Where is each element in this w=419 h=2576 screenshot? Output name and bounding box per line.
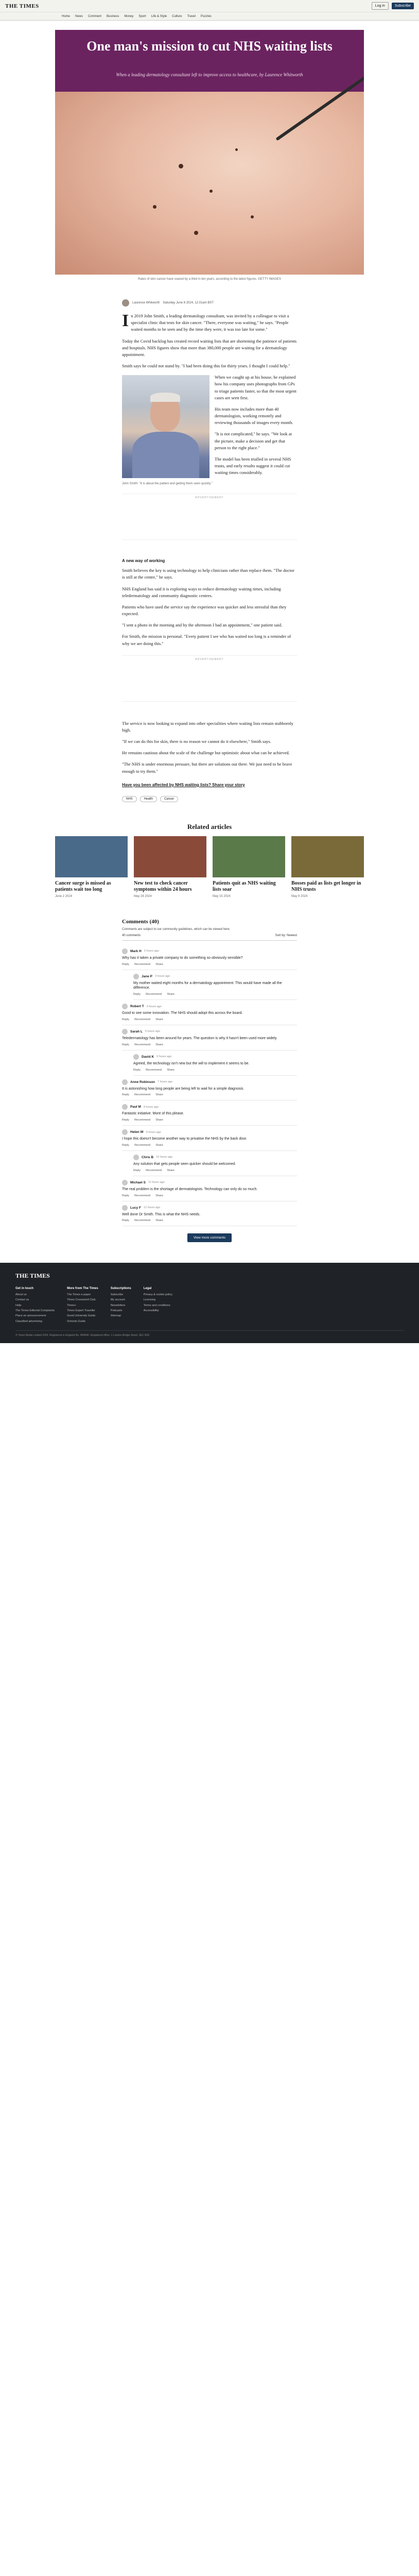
comment-reply-button[interactable]: Reply [122, 1018, 130, 1021]
comment-time: 8 hours ago [143, 1105, 159, 1109]
comment-actions [122, 1043, 297, 1046]
commenter-name[interactable]: Helen W [130, 1130, 144, 1134]
comment-header [122, 1104, 297, 1110]
top-bar [0, 0, 419, 12]
comment-header [122, 948, 297, 954]
article-paragraph: Today the Covid backlog has created record waiting lists that are shortening the patience of patients and hospitals. NHS figures show that more than 380,000 people are waiting for a dermatology appointment. [122, 338, 297, 357]
comment-actions [133, 993, 297, 996]
site-logo[interactable]: THE TIMES [5, 3, 39, 9]
comment-share-button[interactable]: Share [155, 1018, 163, 1021]
comment-time: 5 hours ago [145, 1030, 160, 1033]
comment-header [122, 1205, 297, 1211]
footer-link[interactable]: Subscribe [110, 1293, 124, 1296]
comment-actions [122, 1018, 297, 1021]
comment-time: 4 hours ago [146, 1005, 162, 1008]
commenter-name[interactable]: Sarah L [130, 1029, 143, 1033]
drop-cap: I [122, 311, 129, 330]
comment-recommend-button[interactable]: Recommend [134, 1143, 151, 1147]
comment [133, 970, 297, 1001]
commenter-name[interactable]: Mark H [130, 949, 142, 953]
footer-column-title: More from The Times [67, 1287, 98, 1291]
related-article-thumbnail[interactable] [213, 836, 285, 877]
footer-link[interactable]: Sitemap [110, 1314, 121, 1318]
comment [122, 1076, 297, 1101]
comment-recommend-button[interactable]: Recommend [134, 1118, 151, 1122]
commenter-avatar [122, 1205, 128, 1211]
nav-item-travel[interactable]: Travel [187, 14, 196, 18]
comment-time: 11 hours ago [148, 1181, 165, 1184]
article-paragraph: "It is not complicated," he says. "We look at the picture, make a decision and get that person to the right place." [215, 431, 292, 450]
commenter-avatar [133, 1054, 139, 1060]
login-button[interactable]: Log in [372, 2, 389, 10]
related-article-card[interactable] [213, 836, 285, 898]
comment-reply-button[interactable]: Reply [122, 1118, 130, 1122]
section-nav [0, 12, 419, 21]
comment-header [122, 1029, 297, 1035]
comment [122, 1126, 297, 1151]
comments-count: 40 comments [122, 934, 141, 937]
footer-link[interactable]: Place an announcement [15, 1314, 46, 1318]
footer-column [15, 1286, 55, 1324]
article-paragraph: "I sent a photo in the morning and by the afternoon I had an appointment," one patient said. [122, 622, 283, 628]
comment-recommend-button[interactable]: Recommend [134, 962, 151, 966]
comment-text: Teledermatology has been around for years. The question is why it hasn't been used more widely. [122, 1036, 277, 1040]
related-article-date: May 15 2024 [213, 894, 231, 898]
comment-actions [122, 1219, 297, 1222]
article-paragraph: Smith says he could not stand by. "I had been doing this for thirty years. I thought I could help." [122, 363, 290, 369]
related-article-date: June 2 2024 [55, 894, 73, 898]
photo-caption: John Smith: "It is about the patient and getting them seen quickly." [122, 482, 213, 486]
comment-reply-button[interactable]: Reply [122, 1143, 130, 1147]
comments-section [122, 919, 297, 1243]
comment-text: Any solution that gets people seen quicker should be welcomed. [133, 1162, 236, 1166]
comment-text: Why has it taken a private company to do something so obviously sensible? [122, 956, 243, 960]
comment-header [122, 1180, 297, 1185]
nav-item-business[interactable]: Business [107, 14, 119, 18]
article-paragraph: In 2019 John Smith, a leading dermatology consultant, was invited by a colleague to visit a specialist clinic that tests for skin cancer. "There, everyone was waiting," he says. "People waited months to be seen and by the time they were, it was too late for some." [122, 311, 289, 332]
related-heading: Related articles [187, 822, 232, 831]
portrait-photo [122, 375, 210, 478]
site-footer [0, 1263, 419, 1343]
nav-item-life-style[interactable]: Life & Style [151, 14, 167, 18]
related-article-date: May 28 2024 [134, 894, 152, 898]
comment-recommend-button[interactable]: Recommend [134, 1093, 151, 1097]
commenter-name[interactable]: Robert T [130, 1005, 144, 1009]
article-paragraph: He remains cautious about the scale of the challenge but optimistic about what can be achieved. [122, 750, 290, 756]
footer-column [111, 1286, 131, 1324]
related-article-card[interactable] [291, 836, 364, 898]
footer-link[interactable]: Privacy & cookie policy [143, 1293, 172, 1296]
comment-reply-button[interactable]: Reply [122, 1219, 130, 1223]
comment-reply-button[interactable]: Reply [122, 1194, 130, 1197]
comment-header [133, 1155, 297, 1160]
comment-header [122, 1004, 297, 1009]
nav-item-comment[interactable]: Comment [88, 14, 102, 18]
comment-text: Agreed, the technology isn't new but the will to implement it seems to be. [133, 1061, 250, 1065]
comment-share-button[interactable]: Share [155, 1219, 163, 1223]
commenter-avatar [122, 1029, 128, 1035]
footer-link[interactable]: Terms and conditions [143, 1303, 170, 1307]
topic-tags [122, 796, 297, 802]
commenter-avatar [133, 1155, 139, 1160]
footer-link[interactable]: My account [110, 1298, 125, 1302]
footer-link[interactable]: Times+ [67, 1303, 77, 1307]
footer-link[interactable]: The Times e-paper [67, 1293, 91, 1296]
comment-actions [122, 1194, 297, 1197]
comment-recommend-button[interactable]: Recommend [146, 1168, 162, 1172]
comments-guidelines: Comments are subject to our community guidelines, which can be viewed here. [122, 927, 231, 931]
commenter-name[interactable]: Paul M [130, 1105, 141, 1109]
comment-recommend-button[interactable]: Recommend [134, 1194, 151, 1197]
footer-logo[interactable]: THE TIMES [15, 1272, 50, 1280]
comment-reply-button[interactable]: Reply [122, 1043, 130, 1046]
related-article-thumbnail[interactable] [134, 836, 206, 877]
comment-text: My mother waited eight months for a dermatology appointment. This would have made all the difference. [133, 981, 282, 990]
nav-item-culture[interactable]: Culture [172, 14, 182, 18]
nav-item-home[interactable]: Home [62, 14, 71, 18]
footer-link[interactable]: Help [15, 1303, 22, 1307]
related-article-title[interactable]: Bosses paid as lists get longer in NHS trusts [291, 880, 361, 892]
commenter-name[interactable]: David K [142, 1055, 154, 1059]
comment-share-button[interactable]: Share [167, 1168, 174, 1172]
comment [133, 1050, 297, 1076]
comment-share-button[interactable]: Share [155, 1118, 163, 1122]
footer-link[interactable]: Times Crossword Club [67, 1298, 96, 1302]
comment-header [122, 1079, 297, 1085]
comment-recommend-button[interactable]: Recommend [146, 993, 162, 996]
comment-text: The real problem is the shortage of dermatologists. Technology can only do so much. [122, 1187, 258, 1191]
footer-link[interactable]: Podcasts [110, 1309, 123, 1313]
hero-image [55, 30, 364, 275]
commenter-name[interactable]: Jane P [142, 974, 152, 978]
article-paragraph: Smith believes the key is using technology to help clinicians rather than replace them. "The doctor is still at the centre," he says. [122, 568, 294, 580]
comment-header [122, 1129, 297, 1135]
comment-time: 12 hours ago [143, 1206, 161, 1210]
advertisement-slot-2: ADVERTISEMENT [122, 655, 297, 702]
topic-tag[interactable]: Cancer [160, 796, 178, 802]
footer-link[interactable]: The Times Editorial Complaints [15, 1309, 55, 1313]
comment-recommend-button[interactable]: Recommend [134, 1018, 151, 1021]
subscribe-button[interactable]: Subscribe [392, 3, 414, 9]
nav-item-puzzles[interactable]: Puzzles [200, 14, 212, 18]
share-story-link[interactable]: Have you been affected by NHS waiting lists? Share your story [122, 782, 245, 787]
comment-actions [122, 1144, 297, 1147]
comment-actions [122, 1093, 297, 1096]
comment-share-button[interactable]: Share [155, 1043, 163, 1046]
footer-column-title: Legal [143, 1287, 152, 1291]
commenter-avatar [122, 948, 128, 954]
commenter-avatar [122, 1104, 128, 1110]
page-title: One man's mission to cut NHS waiting lists [86, 39, 333, 54]
footer-link[interactable]: Licensing [143, 1298, 155, 1302]
article-body [122, 299, 297, 485]
comment-share-button[interactable]: Share [155, 962, 163, 966]
article-paragraph: The service is now looking to expand into other specialities where waiting lists remain stubbornly high. [122, 720, 293, 733]
article-body-continued [122, 558, 297, 647]
commenter-name[interactable]: Chris B [142, 1155, 154, 1159]
comment [122, 1201, 297, 1227]
view-more-comments-button[interactable]: View more comments [187, 1233, 232, 1242]
comment [122, 1100, 297, 1126]
article-paragraph: When we caught up at his house, he explained how his company uses photographs from GPs to triage patients faster, so that the most urgent cases are seen first. [215, 375, 296, 400]
hero-photo [55, 92, 364, 275]
footer-column [67, 1286, 98, 1324]
comments-sort-select[interactable]: Sort by: Newest [275, 934, 297, 937]
comment-text: Fantastic initiative. More of this please. [122, 1112, 184, 1116]
commenter-name[interactable]: Anne Robinson [130, 1080, 155, 1084]
comment-share-button[interactable]: Share [155, 1143, 163, 1147]
comment [122, 945, 297, 970]
comment-text: Well done Dr Smith. This is what the NHS needs. [122, 1212, 201, 1216]
related-article-thumbnail[interactable] [55, 836, 128, 877]
comment-recommend-button[interactable]: Recommend [134, 1219, 151, 1223]
comment-text: Good to see some innovation. The NHS should adopt this across the board. [122, 1011, 243, 1015]
comment-actions [122, 1118, 297, 1122]
copyright: © Times Media Limited 2024. Registered in England No. 894646. Registered office: 1 London Bridge Street, SE1 9GF. [15, 1330, 404, 1337]
comment [133, 1151, 297, 1176]
comment-text: I hope this doesn't become another way to privatise the NHS by the back door. [122, 1137, 247, 1141]
comment-reply-button[interactable]: Reply [133, 993, 141, 996]
comment-header [133, 1054, 297, 1060]
hero-caption: Rates of skin cancer have soared by a third in ten years, according to the latest figures. GETTY IMAGES [137, 278, 282, 281]
footer-column-title: Subscriptions [110, 1287, 131, 1291]
comment-time: 10 hours ago [156, 1156, 173, 1159]
related-article-card[interactable] [134, 836, 206, 898]
article-paragraph: "The NHS is under enormous pressure, but there are solutions out there. We just need to be brave enough to try them." [122, 761, 292, 774]
footer-link[interactable]: Contact us [15, 1298, 29, 1302]
related-article-thumbnail[interactable] [291, 836, 364, 877]
commenter-avatar [122, 1079, 128, 1085]
related-article-title[interactable]: Patients quit as NHS waiting lists soar [213, 880, 276, 892]
footer-link[interactable]: Accessibility [143, 1309, 159, 1313]
comment [122, 1025, 297, 1050]
article-body-end [122, 720, 297, 802]
footer-link[interactable]: Good University Guide [67, 1314, 96, 1318]
comment-header [133, 974, 297, 979]
byline [122, 299, 297, 307]
nav-item-news[interactable]: News [75, 14, 83, 18]
author-avatar [122, 299, 129, 307]
commenter-avatar [122, 1129, 128, 1135]
article-paragraph: The model has been trialled in several NHS trusts, and early results suggest it could cut waiting times considerably. [215, 456, 291, 476]
article-paragraph: For Smith, the mission is personal. "Every patient I see who has waited too long is a reminder of why we are doing this." [122, 634, 291, 646]
commenter-name[interactable]: Lucy F [130, 1206, 141, 1210]
comment-share-button[interactable]: Share [155, 1194, 163, 1197]
related-articles [55, 823, 364, 898]
comment-actions [122, 963, 297, 966]
footer-column-title: Get in touch [15, 1287, 33, 1291]
comment-share-button[interactable]: Share [155, 1093, 163, 1097]
section-subhead: A new way of working [122, 558, 165, 564]
advertisement-slot: ADVERTISEMENT [122, 494, 297, 540]
footer-link[interactable]: About us [15, 1293, 27, 1296]
comment-reply-button[interactable]: Reply [122, 1093, 130, 1097]
article-paragraph: "If we can do this for skin, there is no reason we cannot do it elsewhere," Smith says. [122, 739, 271, 744]
comment-time: 6 hours ago [156, 1055, 172, 1059]
article-paragraph: His team now includes more than 40 dermatologists, working remotely and reviewing thousands of images every month. [215, 406, 293, 426]
footer-column [144, 1286, 172, 1324]
publish-date: Saturday June 8 2024, 12.01am BST [163, 301, 214, 304]
related-article-title[interactable]: Cancer surge is missed as patients wait too long [55, 880, 111, 892]
footer-link[interactable]: Newsletters [110, 1303, 126, 1307]
nav-item-money[interactable]: Money [124, 14, 134, 18]
footer-link[interactable]: Classified advertising [15, 1319, 42, 1323]
comment [122, 1000, 297, 1025]
commenter-name[interactable]: Michael S [130, 1180, 146, 1184]
comment-reply-button[interactable]: Reply [133, 1168, 141, 1172]
comment-time: 7 hours ago [158, 1080, 173, 1084]
page-subtitle: When a leading dermatology consultant left to improve access to healthcare, by Laurence Whitworth [116, 72, 303, 77]
comment-actions [133, 1169, 297, 1172]
comment-share-button[interactable]: Share [167, 1068, 174, 1072]
commenter-avatar [122, 1004, 128, 1009]
related-article-title[interactable]: New test to check cancer symptoms within 24 hours [134, 880, 192, 892]
comment-time: 2 hours ago [144, 950, 159, 953]
comment [122, 1176, 297, 1201]
author-name[interactable]: Laurence Whitworth [132, 301, 160, 304]
related-article-date: May 9 2024 [291, 894, 308, 898]
footer-link[interactable]: Schools Guide [67, 1319, 85, 1323]
related-article-card[interactable] [55, 836, 128, 898]
nav-item-sport[interactable]: Sport [138, 14, 146, 18]
comment-time: 3 hours ago [154, 975, 170, 978]
comment-reply-button[interactable]: Reply [133, 1068, 141, 1072]
article-paragraph: Patients who have used the service say the experience was quicker and less stressful than they expected. [122, 604, 287, 617]
topic-tag[interactable]: Health [140, 796, 157, 802]
commenter-avatar [122, 1180, 128, 1185]
comments-heading: Comments (40) [122, 918, 159, 925]
commenter-avatar [133, 974, 139, 979]
comment-recommend-button[interactable]: Recommend [146, 1068, 162, 1072]
comment-share-button[interactable]: Share [167, 993, 174, 996]
comment-actions [133, 1069, 297, 1072]
comment-recommend-button[interactable]: Recommend [134, 1043, 151, 1046]
article-paragraph: NHS England has said it is exploring ways to reduce dermatology waiting times, including teledermatology and community diagnostic centres. [122, 586, 281, 598]
topic-tag[interactable]: NHS [122, 796, 137, 802]
footer-link[interactable]: Times Expert Traveller [67, 1309, 95, 1313]
comment-reply-button[interactable]: Reply [122, 962, 130, 966]
comment-text: It is astonishing how long people are being left to wait for a simple diagnosis. [122, 1087, 245, 1091]
comment-time: 9 hours ago [146, 1130, 161, 1134]
